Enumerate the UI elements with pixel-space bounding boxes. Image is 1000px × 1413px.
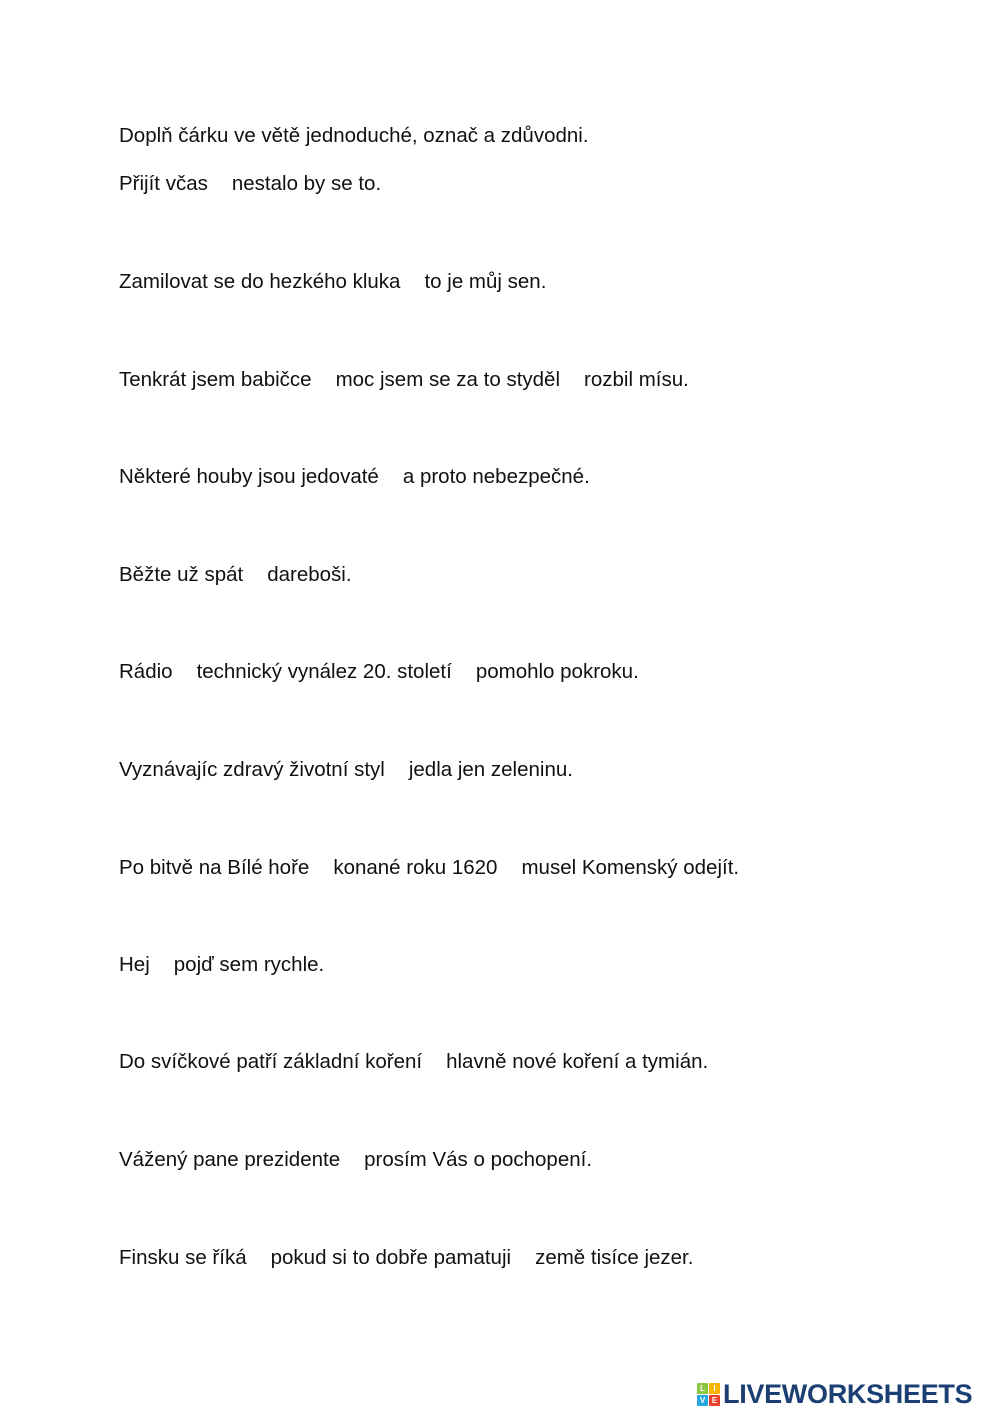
sentence-part: Finsku se říká: [119, 1246, 247, 1269]
sentence-part: Přijít včas: [119, 172, 208, 195]
sentence-part: to je můj sen.: [424, 270, 547, 293]
logo-tile: V: [697, 1395, 708, 1406]
sentence-8: [119, 855, 739, 881]
sentence-11: [119, 1147, 592, 1173]
logo-tiles-icon: [697, 1383, 720, 1406]
sentence-part: Tenkrát jsem babičce: [119, 368, 312, 391]
liveworksheets-logo: [697, 1379, 972, 1410]
sentence-4: [119, 464, 590, 490]
sentence-part: technický vynález 20. století: [196, 660, 452, 683]
sentence-part: nestalo by se to.: [231, 172, 382, 195]
sentence-part: Běžte už spát: [119, 563, 244, 586]
sentence-6: [119, 659, 639, 685]
sentence-1: [119, 171, 381, 197]
sentence-9: [119, 952, 324, 978]
sentence-part: moc jsem se za to styděl: [335, 368, 561, 391]
sentence-part: hlavně nové koření a tymián.: [446, 1050, 709, 1073]
sentence-part: Zamilovat se do hezkého kluka: [119, 270, 401, 293]
sentence-10: [119, 1049, 708, 1075]
instruction-title: Doplň čárku ve větě jednoduché, označ a zdůvodni.: [119, 124, 589, 147]
sentence-part: Vyznávajíc zdravý životní styl: [119, 758, 385, 781]
logo-tile: L: [697, 1383, 708, 1394]
sentence-part: prosím Vás o pochopení.: [364, 1148, 593, 1171]
sentence-5: [119, 562, 352, 588]
sentence-part: konané roku 1620: [333, 856, 498, 879]
sentence-part: rozbil mísu.: [584, 368, 689, 391]
logo-tile: E: [709, 1395, 720, 1406]
sentence-part: Vážený pane prezidente: [119, 1148, 341, 1171]
sentence-part: musel Komenský odejít.: [521, 856, 740, 879]
sentence-part: země tisíce jezer.: [535, 1246, 694, 1269]
sentence-3: [119, 367, 689, 393]
sentence-part: Do svíčkové patří základní koření: [119, 1050, 423, 1073]
sentence-12: [119, 1245, 693, 1271]
sentence-part: Po bitvě na Bílé hoře: [119, 856, 310, 879]
logo-text: LIVEWORKSHEETS: [723, 1379, 973, 1409]
sentence-part: dareboši.: [267, 563, 352, 586]
sentence-part: Některé houby jsou jedovaté: [119, 465, 379, 488]
sentence-part: jedla jen zeleninu.: [408, 758, 573, 781]
logo-tile: I: [709, 1383, 720, 1394]
sentence-part: pomohlo pokroku.: [475, 660, 639, 683]
sentence-7: [119, 757, 573, 783]
sentence-part: pokud si to dobře pamatuji: [270, 1246, 512, 1269]
sentence-part: a proto nebezpečné.: [402, 465, 590, 488]
sentence-part: Hej: [119, 953, 150, 976]
sentence-2: [119, 269, 546, 295]
sentence-part: pojď sem rychle.: [173, 953, 325, 976]
sentence-part: Rádio: [119, 660, 173, 683]
